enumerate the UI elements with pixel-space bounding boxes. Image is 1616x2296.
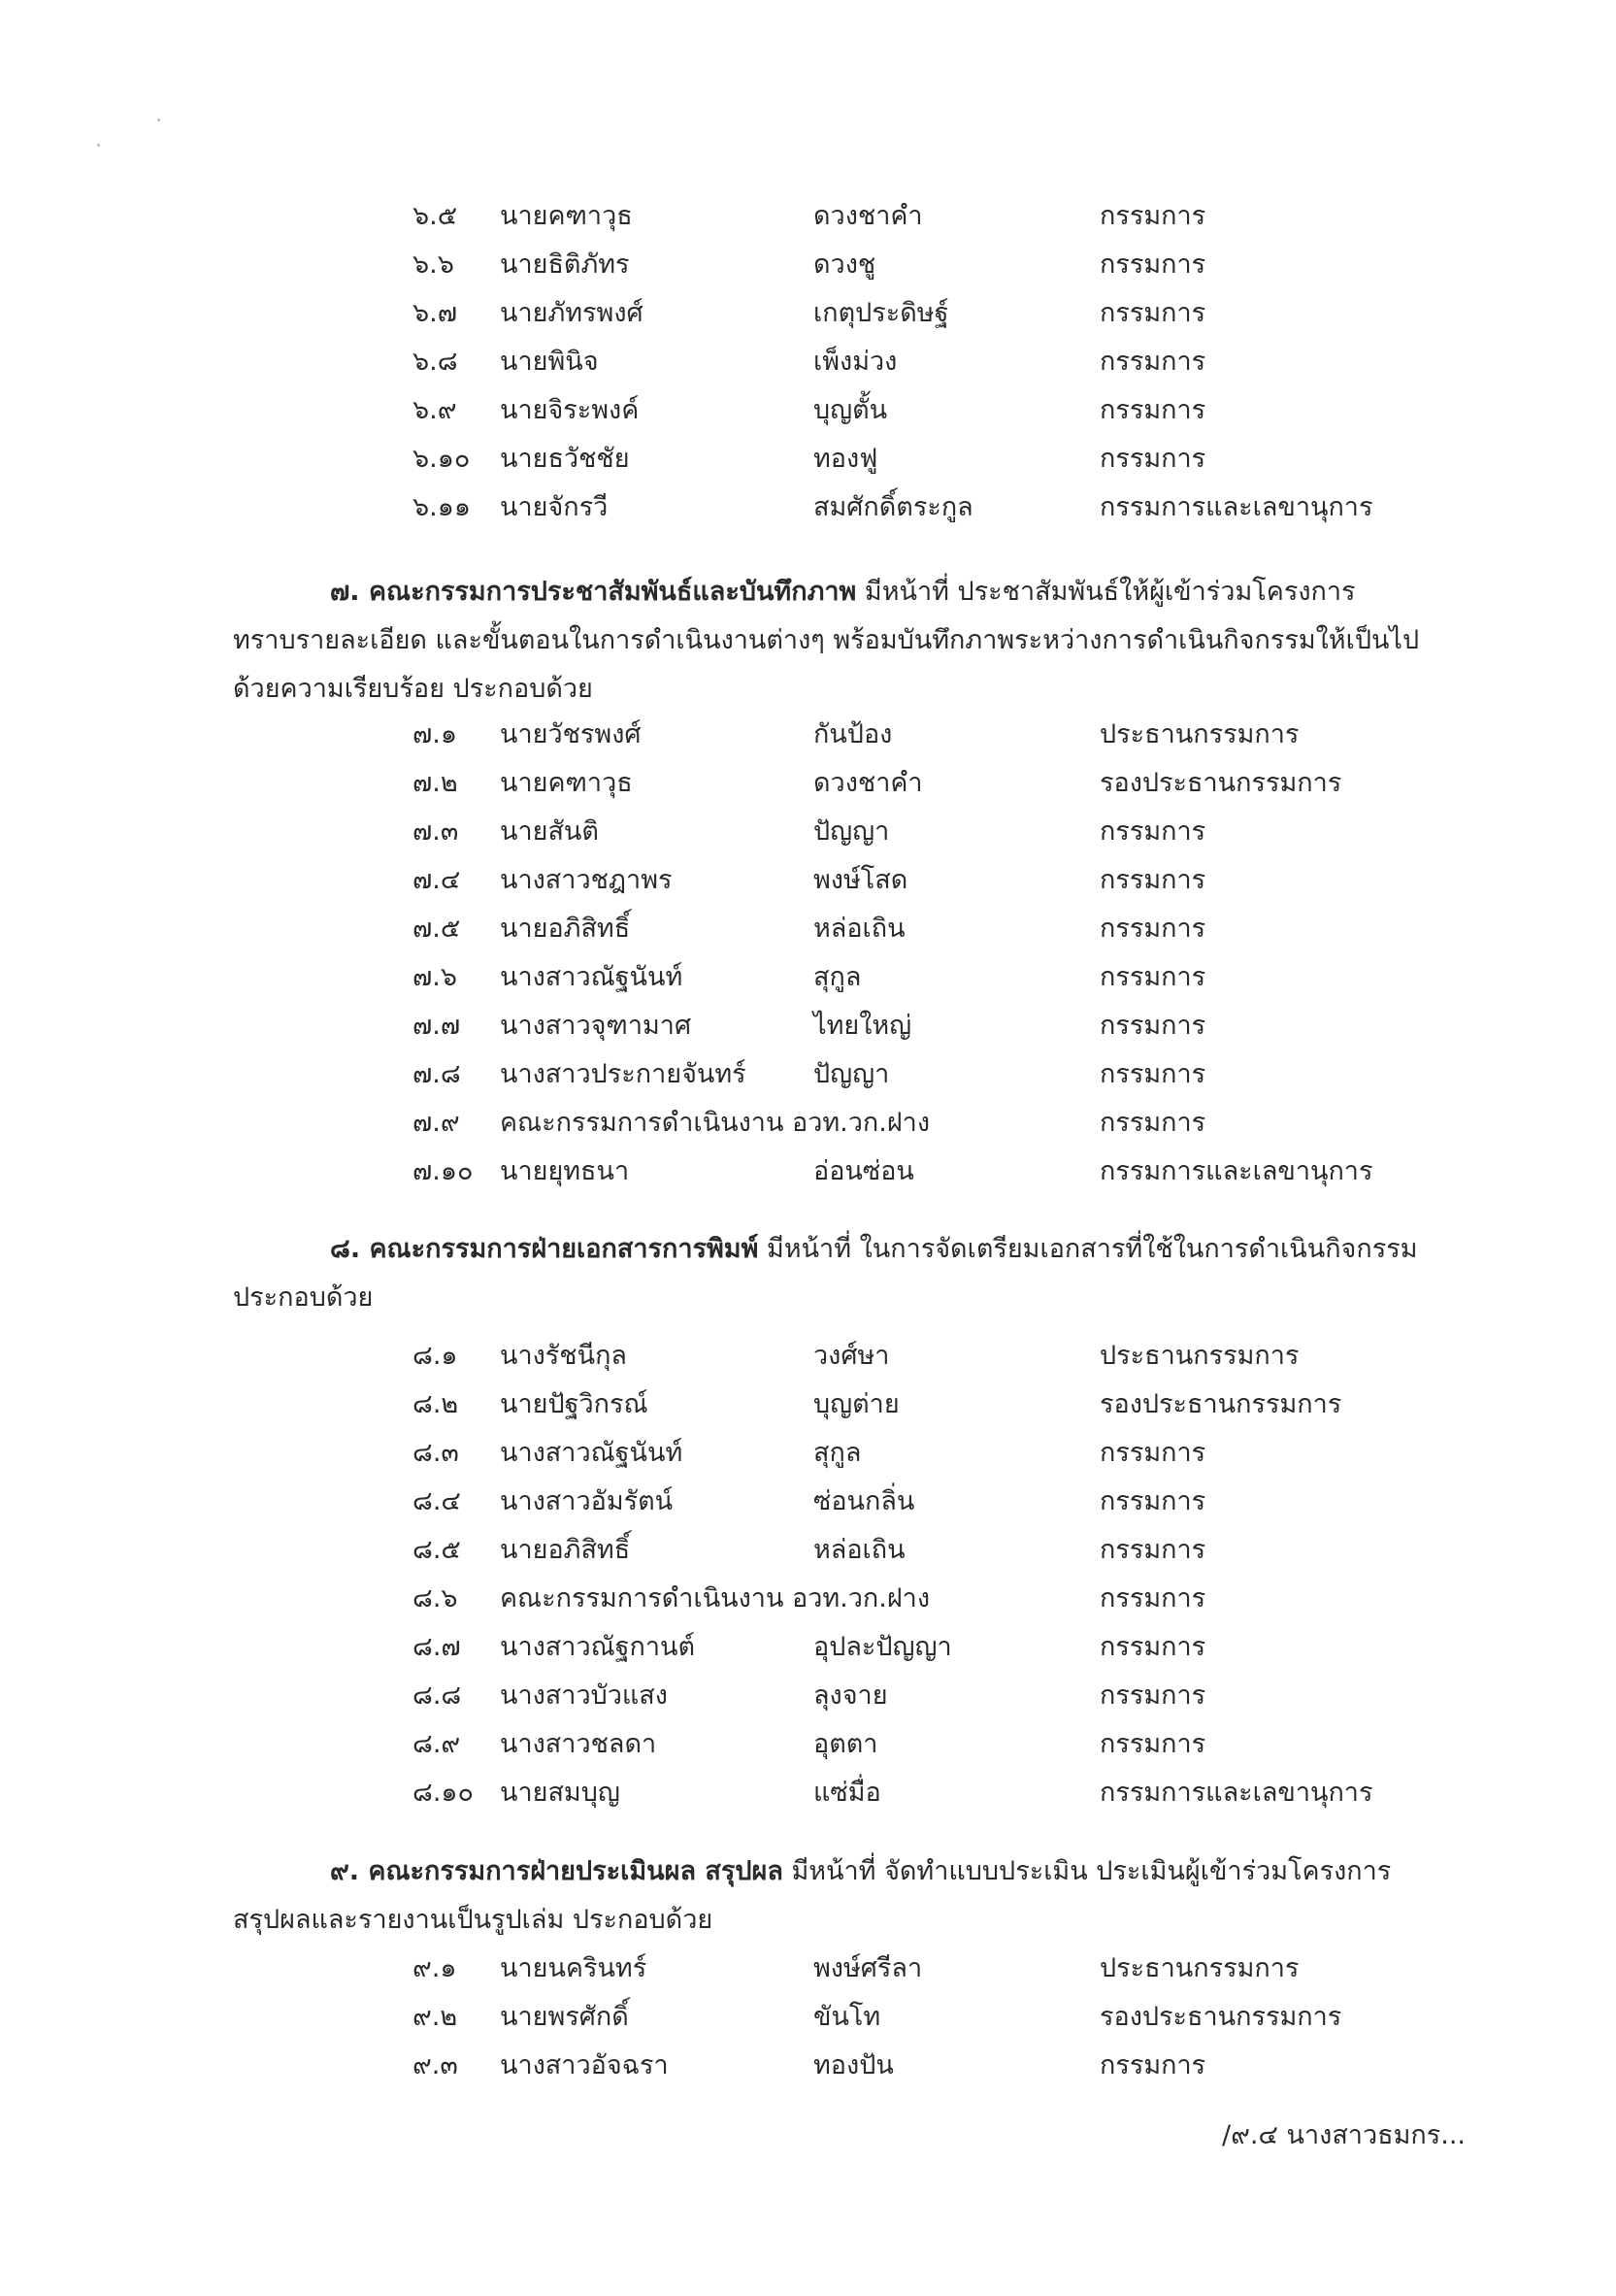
member-role: กรรมการ [1100, 1535, 1206, 1565]
member-name: นางสาวณัฐนันท์ [500, 1438, 683, 1468]
section-9-first-line [233, 1847, 1466, 1896]
member-row [0, 483, 1616, 532]
member-name: นายธวัชชัย [500, 444, 630, 474]
member-role: กรรมการและเลขานุการ [1100, 1156, 1373, 1186]
member-row [0, 1623, 1616, 1672]
member-role: รองประธานกรรมการ [1100, 768, 1342, 798]
member-name: นายจักรวี [500, 492, 609, 522]
section-7-first-line [233, 568, 1466, 616]
section-8-desc-line-1: มีหน้าที่ ในการจัดเตรียมเอกสารที่ใช้ในการดำเนินกิจกรรม [758, 1234, 1418, 1264]
member-name: นางสาวณัฐกานต์ [500, 1632, 696, 1662]
member-number: ๗.๓ [412, 816, 459, 847]
member-row [0, 1148, 1616, 1196]
member-name: นายพรศักดิ์ [500, 2002, 629, 2032]
member-number: ๘.๒ [412, 1389, 459, 1419]
member-role: ประธานกรรมการ [1100, 1341, 1300, 1371]
member-surname: ไทยใหญ่ [813, 1011, 912, 1041]
member-number: ๗.๔ [412, 865, 461, 895]
member-role: กรรมการ [1100, 1632, 1206, 1662]
member-surname: พงษ์โสด [813, 865, 908, 895]
member-surname: ขันโท [813, 2002, 881, 2032]
member-row [0, 2042, 1616, 2090]
section-8-heading: ๘. คณะกรรมการฝ่ายเอกสารการพิมพ์ [330, 1234, 759, 1264]
member-name: นางสาวประกายจันทร์ [500, 1059, 746, 1089]
member-surname: ดวงชาคำ [813, 201, 923, 231]
member-role: กรรมการ [1100, 395, 1206, 425]
member-row [0, 711, 1616, 759]
member-role: กรรมการและเลขานุการ [1100, 492, 1373, 522]
member-surname: เกตุประดิษฐ์ [813, 298, 949, 328]
member-name: นางสาวชฎาพร [500, 865, 673, 895]
member-role: กรรมการ [1100, 914, 1206, 944]
section-8-description [233, 1225, 1466, 1322]
section-7-desc-line-3: ด้วยความเรียบร้อย ประกอบด้วย [233, 674, 593, 704]
member-number: ๗.๒ [412, 768, 458, 798]
member-row [0, 1769, 1616, 1817]
member-surname: อุตตา [813, 1729, 878, 1759]
member-role: กรรมการ [1100, 962, 1206, 992]
member-number: ๘.๓ [412, 1438, 459, 1468]
member-surname: เพ็งม่วง [813, 347, 898, 377]
member-role: กรรมการ [1100, 1108, 1206, 1138]
section-7-heading: ๗. คณะกรรมการประชาสัมพันธ์และบันทึกภาพ [330, 577, 857, 607]
member-row [0, 435, 1616, 483]
member-number: ๘.๗ [412, 1632, 461, 1662]
member-role: กรรมการ [1100, 1438, 1206, 1468]
member-name: นายนครินทร์ [500, 1953, 647, 1983]
member-role: ประธานกรรมการ [1100, 719, 1300, 749]
member-number: ๘.๙ [412, 1729, 461, 1759]
scan-speck [157, 118, 160, 121]
member-role: กรรมการ [1100, 816, 1206, 847]
member-row [0, 1720, 1616, 1769]
member-row [0, 338, 1616, 386]
member-surname: หล่อเถิน [813, 914, 906, 944]
member-row [0, 856, 1616, 905]
member-name: นายอภิสิทธิ์ [500, 914, 631, 944]
member-surname: ทองฟู [813, 444, 878, 474]
member-role: ประธานกรรมการ [1100, 1953, 1300, 1983]
member-number: ๗.๑ [412, 719, 458, 749]
member-role: กรรมการ [1100, 250, 1206, 280]
section-8-desc-line-2: ประกอบด้วย [233, 1282, 374, 1313]
member-row [0, 1672, 1616, 1720]
member-surname: สุกูล [813, 1438, 862, 1468]
member-name: นายอภิสิทธิ์ [500, 1535, 631, 1565]
member-number: ๗.๖ [412, 962, 458, 992]
member-role: รองประธานกรรมการ [1100, 1389, 1342, 1419]
member-role: กรรมการ [1100, 1583, 1206, 1614]
member-number: ๘.๑๐ [412, 1778, 475, 1808]
member-name: นายธิติภัทร [500, 250, 630, 280]
scan-speck [97, 144, 100, 147]
member-number: ๗.๘ [412, 1059, 461, 1089]
member-name: นายจิระพงค์ [500, 395, 640, 425]
member-role: กรรมการ [1100, 2050, 1206, 2080]
member-row [0, 192, 1616, 241]
section-9-description [233, 1847, 1466, 1945]
member-name: นายภัทรพงศ์ [500, 298, 643, 328]
member-name: นายปัฐวิกรณ์ [500, 1389, 648, 1419]
member-surname: ปัญญา [813, 1059, 890, 1089]
member-surname: วงศ์ษา [813, 1341, 890, 1371]
member-number: ๙.๒ [412, 2002, 458, 2032]
member-number: ๘.๘ [412, 1680, 462, 1711]
member-surname: ดวงชู [813, 250, 876, 280]
member-row [0, 808, 1616, 856]
member-row [0, 1381, 1616, 1429]
member-name: นายพินิจ [500, 347, 599, 377]
section-9-desc-line-1: มีหน้าที่ จัดทำแบบประเมิน ประเมินผู้เข้าร่วมโครงการ [782, 1856, 1392, 1886]
member-role: กรรมการ [1100, 444, 1206, 474]
member-number: ๗.๗ [412, 1011, 461, 1041]
member-number: ๙.๑ [412, 1953, 457, 1983]
member-number: ๘.๔ [412, 1486, 461, 1516]
member-number: ๖.๕ [412, 201, 458, 231]
member-row [0, 1945, 1616, 1993]
member-row [0, 1099, 1616, 1148]
member-surname: สมศักดิ์ตระกูล [813, 492, 973, 522]
member-row [0, 905, 1616, 953]
member-row [0, 241, 1616, 289]
section-9-heading: ๙. คณะกรรมการฝ่ายประเมินผล สรุปผล [330, 1856, 783, 1886]
member-surname: ดวงชาคำ [813, 768, 923, 798]
member-row [0, 289, 1616, 338]
member-surname: พงษ์ศรีลา [813, 1953, 923, 1983]
member-name: นางสาวอัจฉรา [500, 2050, 669, 2080]
member-surname: แซ่มื่อ [813, 1778, 881, 1808]
member-number: ๙.๓ [412, 2050, 458, 2080]
member-name: นายวัชรพงศ์ [500, 719, 642, 749]
member-name: คณะกรรมการดำเนินงาน อวท.วก.ฝาง [500, 1108, 931, 1138]
member-row [0, 759, 1616, 808]
section-7-desc-line-1: มีหน้าที่ ประชาสัมพันธ์ให้ผู้เข้าร่วมโครงการ [856, 577, 1356, 607]
member-surname: อุปละปัญญา [813, 1632, 952, 1662]
member-surname: บุญต่าย [813, 1389, 900, 1419]
member-role: กรรมการ [1100, 1486, 1206, 1516]
member-name: นางสาวอัมรัตน์ [500, 1486, 674, 1516]
member-surname: อ่อนซ่อน [813, 1156, 914, 1186]
member-surname: ปัญญา [813, 816, 890, 847]
section-7-desc-line-2: ทราบรายละเอียด และขั้นตอนในการดำเนินงานต่างๆ พร้อมบันทึกภาพระหว่างการดำเนินกิจกรรมให้เป็นไป [233, 625, 1420, 655]
member-row [0, 1002, 1616, 1050]
section-9-desc-line-2: สรุปผลและรายงานเป็นรูปเล่ม ประกอบด้วย [233, 1905, 713, 1935]
member-surname: หล่อเถิน [813, 1535, 906, 1565]
member-name: นายสันติ [500, 816, 599, 847]
member-surname: ทองปัน [813, 2050, 894, 2080]
member-name: นางสาวบัวแสง [500, 1680, 668, 1711]
member-role: กรรมการและเลขานุการ [1100, 1778, 1373, 1808]
member-name: นางสาวชลดา [500, 1729, 657, 1759]
member-name: นายคฑาวุธ [500, 201, 633, 231]
member-name: นายคฑาวุธ [500, 768, 633, 798]
member-row [0, 1575, 1616, 1623]
member-row [0, 1526, 1616, 1575]
member-role: กรรมการ [1100, 347, 1206, 377]
member-name: นางสาวณัฐนันท์ [500, 962, 683, 992]
member-number: ๗.๑๐ [412, 1156, 474, 1186]
member-number: ๖.๑๐ [412, 444, 471, 474]
member-surname: สุกูล [813, 962, 862, 992]
member-surname: ลุงจาย [813, 1680, 888, 1711]
member-role: กรรมการ [1100, 1680, 1206, 1711]
member-row [0, 386, 1616, 435]
member-surname: บุญตั้น [813, 395, 888, 425]
member-surname: ซ่อนกลิ่น [813, 1486, 915, 1516]
member-role: กรรมการ [1100, 298, 1206, 328]
member-row [0, 1050, 1616, 1099]
member-number: ๖.๑๑ [412, 492, 471, 522]
member-row [0, 953, 1616, 1002]
member-name: คณะกรรมการดำเนินงาน อวท.วก.ฝาง [500, 1583, 931, 1614]
member-row [0, 1429, 1616, 1478]
member-row [0, 1332, 1616, 1381]
member-role: กรรมการ [1100, 865, 1206, 895]
member-name: นายสมบุญ [500, 1778, 620, 1808]
member-role: รองประธานกรรมการ [1100, 2002, 1342, 2032]
member-name: นายยุทธนา [500, 1156, 630, 1186]
section-8-first-line [233, 1225, 1466, 1274]
member-name: นางรัชนีกุล [500, 1341, 627, 1371]
member-number: ๖.๗ [412, 298, 458, 328]
member-number: ๖.๙ [412, 395, 457, 425]
member-number: ๖.๖ [412, 250, 454, 280]
member-number: ๖.๘ [412, 347, 458, 377]
member-number: ๗.๙ [412, 1108, 460, 1138]
member-row [0, 1478, 1616, 1526]
member-number: ๘.๑ [412, 1341, 458, 1371]
page-continuation-note: /๙.๔ นางสาวธมกร... [1222, 2120, 1466, 2150]
member-row [0, 1993, 1616, 2042]
member-role: กรรมการ [1100, 201, 1206, 231]
member-surname: กันป้อง [813, 719, 893, 749]
member-role: กรรมการ [1100, 1011, 1206, 1041]
member-number: ๗.๕ [412, 914, 461, 944]
member-name: นางสาวจุฑามาศ [500, 1011, 692, 1041]
section-7-description [233, 568, 1466, 714]
member-number: ๘.๖ [412, 1583, 458, 1614]
member-number: ๘.๕ [412, 1535, 461, 1565]
member-role: กรรมการ [1100, 1059, 1206, 1089]
member-role: กรรมการ [1100, 1729, 1206, 1759]
